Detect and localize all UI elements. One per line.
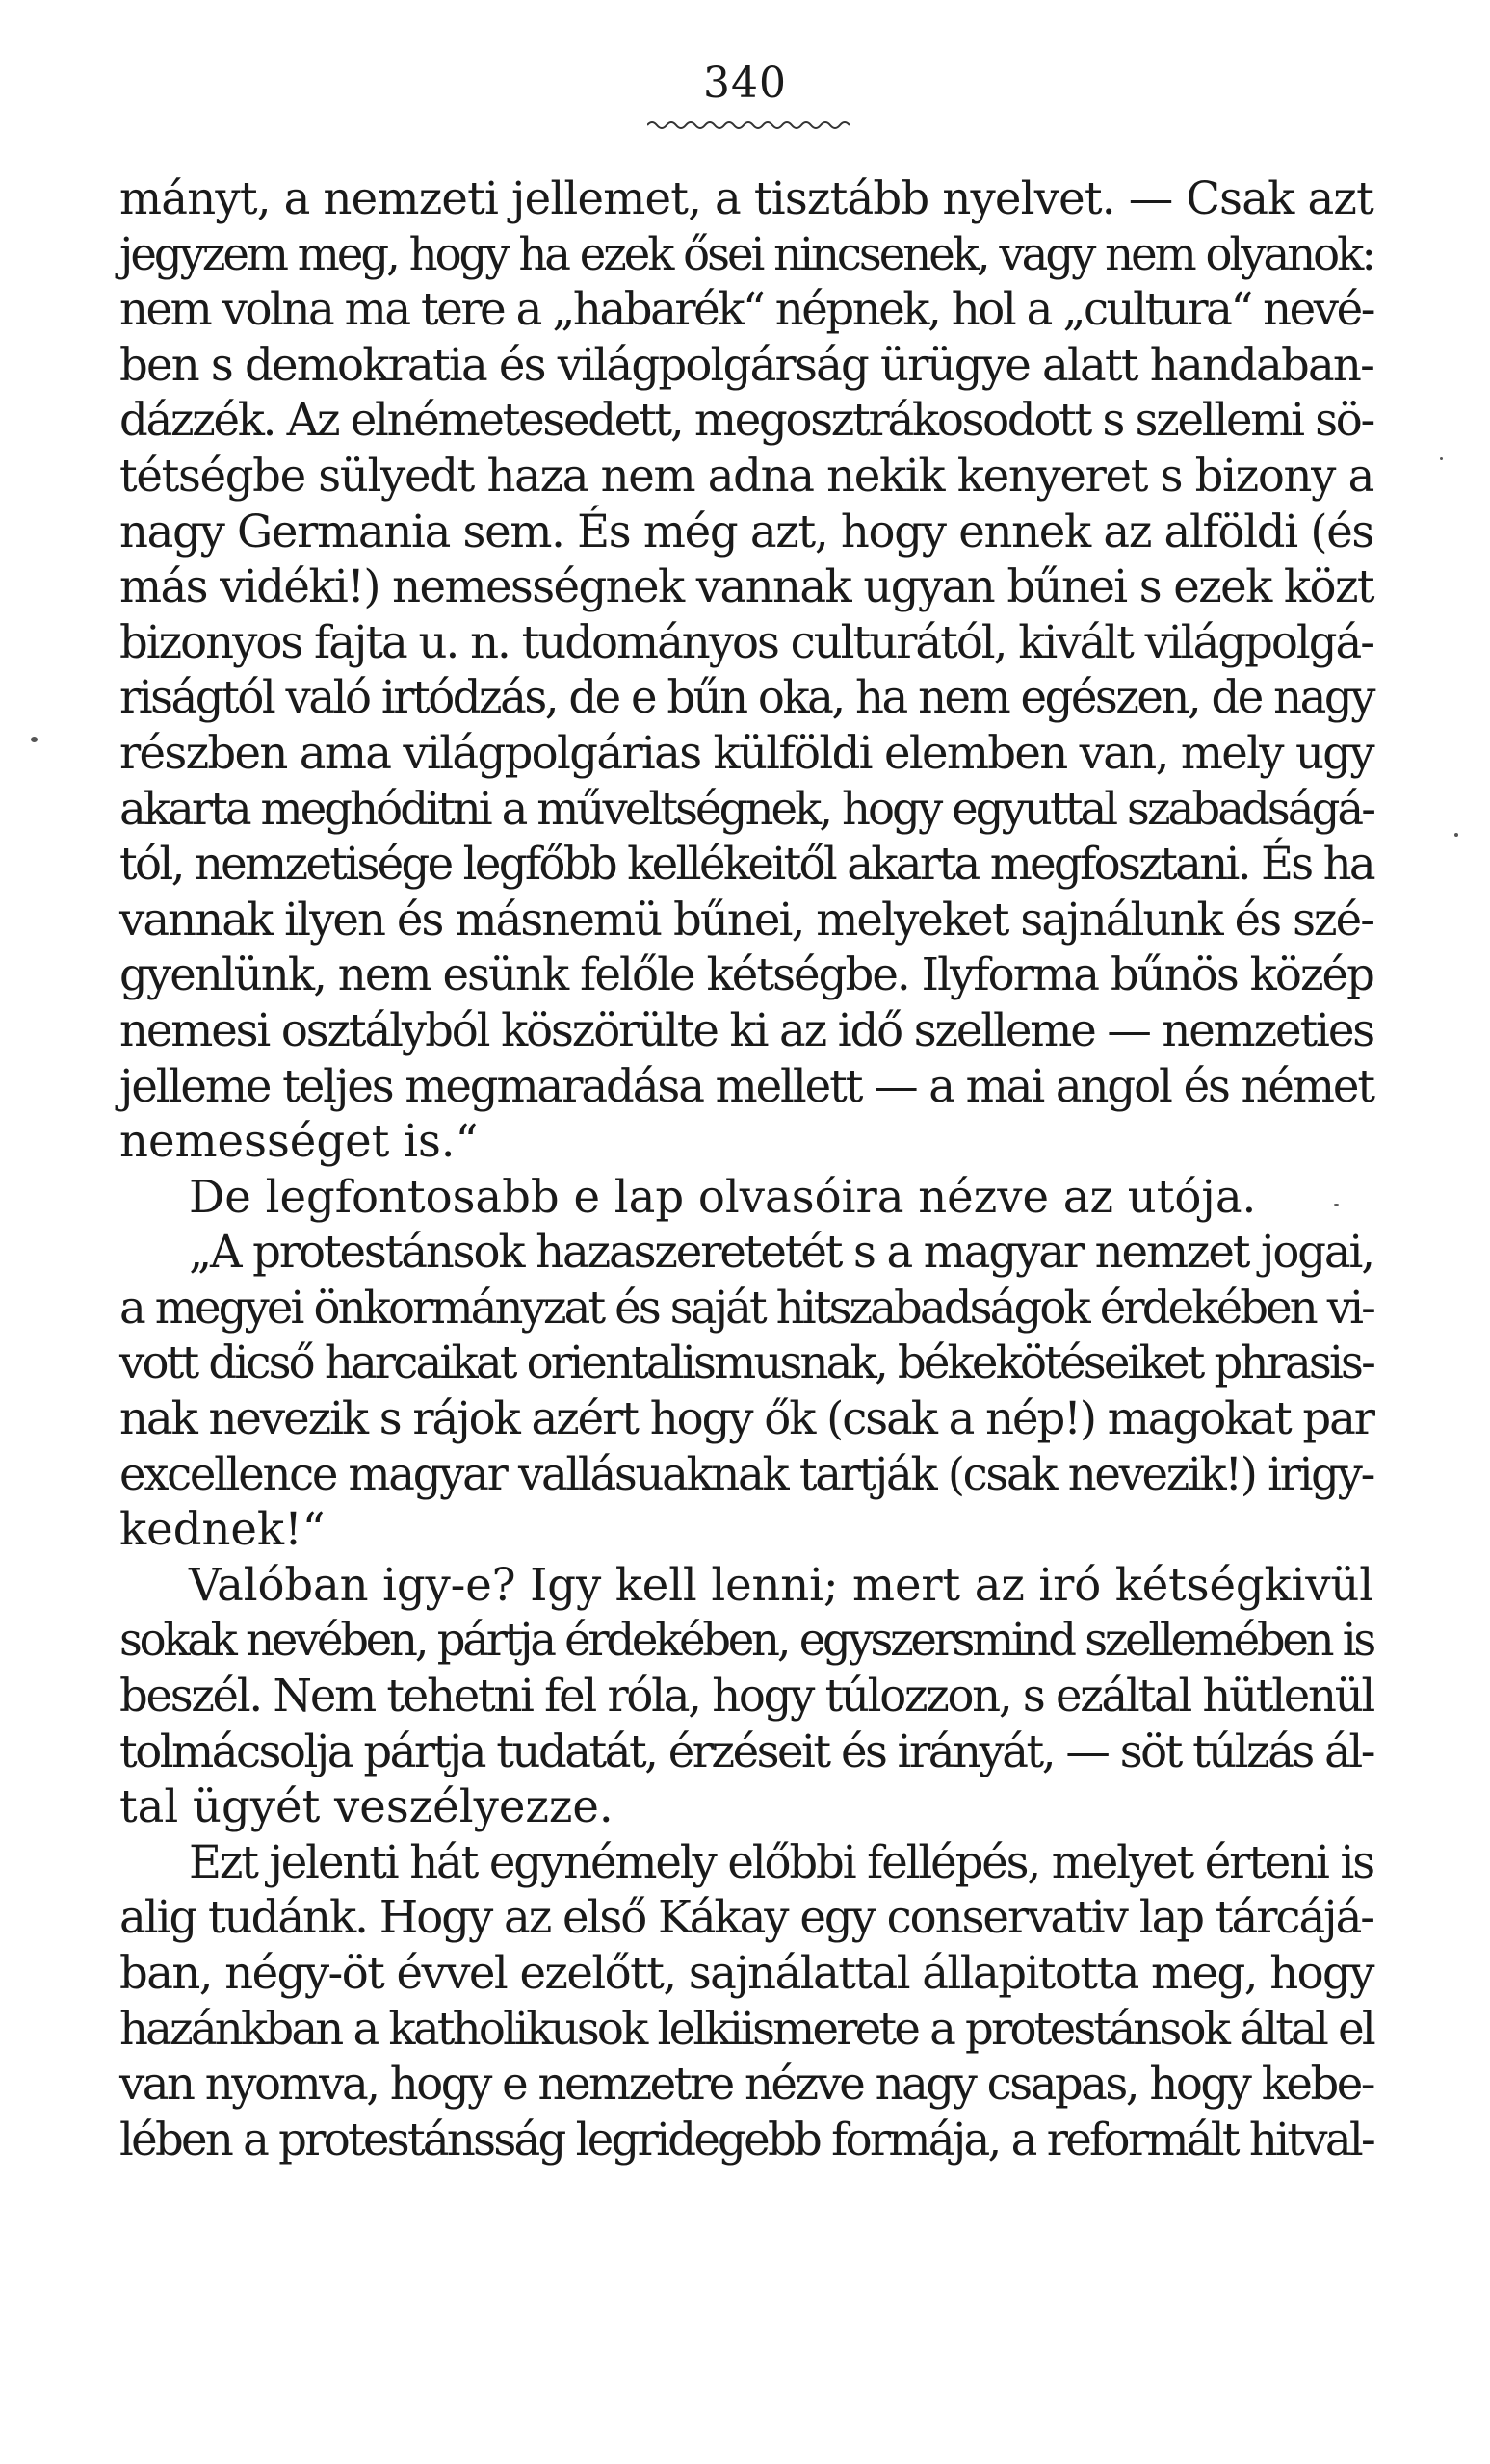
text-line: „A protestánsok hazaszeretetét s a magyar nemzet jogai, [189, 1226, 1373, 1279]
text-line: jelleme teljes megmaradása mellett — a mai angol és német [119, 1059, 1373, 1112]
text-line: tolmácsolja pártja tudatát, érzéseit és irányát, — söt túlzás ál- [119, 1725, 1373, 1777]
text-line: ben s demokratia és világpolgárság ürügye alatt handaban- [119, 338, 1373, 391]
text-line: nak nevezik s rájok azért hogy ők (csak a nép!) magokat par [119, 1392, 1373, 1445]
text-line: Valóban igy-e? Igy kell lenni; mert az iró kétségkivül [189, 1558, 1373, 1611]
text-line: hazánkban a katholikusok lelkiismerete a protestánsok által el [119, 2002, 1373, 2055]
text-line: bizonyos fajta u. n. tudományos culturától, kivált világpolgá- [119, 615, 1373, 668]
text-line: más vidéki!) nemességnek vannak ugyan bűnei s ezek közt [119, 560, 1373, 613]
text-line: lében a protestánsság legridegebb formája, a reformált hitval- [119, 2113, 1373, 2166]
text-line: van nyomva, hogy e nemzetre nézve nagy csapas, hogy kebe- [119, 2058, 1373, 2111]
text-line: jegyzem meg, hogy ha ezek ősei nincsenek, vagy nem olyanok: [119, 227, 1373, 280]
text-line: akarta meghóditni a műveltségnek, hogy egyuttal szabadságá- [119, 782, 1373, 835]
text-line: ban, négy-öt évvel ezelőtt, sajnálattal állapitotta meg, hogy [119, 1947, 1373, 1999]
text-line: riságtól való irtódzás, de e bűn oka, ha nem egészen, de nagy [119, 671, 1373, 724]
text-line: beszél. Nem tehetni fel róla, hogy túlozzon, s ezáltal hütlenül [119, 1670, 1373, 1723]
text-line: excellence magyar vallásuaknak tartják (csak nevezik!) irigy- [119, 1447, 1373, 1500]
wavy-rule-ornament [647, 117, 850, 133]
text-line: alig tudánk. Hogy az első Kákay egy conservativ lap tárcájá- [119, 1891, 1373, 1944]
text-line: sokak nevében, pártja érdekében, egyszersmind szellemében is [119, 1614, 1373, 1667]
text-line: részben ama világpolgárias külföldi elemben van, mely ugy [119, 726, 1373, 779]
text-line: a megyei önkormányzat és saját hitszabadságok érdekében vi- [119, 1281, 1373, 1334]
print-speck [1440, 457, 1443, 460]
body-text [119, 171, 1373, 2167]
text-line: nagy Germania sem. És még azt, hogy ennek az alföldi (és [119, 505, 1373, 558]
text-line: nemességet is.“ [119, 1115, 479, 1168]
text-line: vannak ilyen és másnemü bűnei, melyeket sajnálunk és szé- [119, 893, 1373, 946]
text-line: kednek!“ [119, 1503, 326, 1556]
text-line: tétségbe sülyedt haza nem adna nekik kenyeret s bizony a [119, 449, 1373, 502]
text-line: De legfontosabb e lap olvasóira nézve az utója. [189, 1170, 1257, 1223]
text-line: vott dicső harcaikat orientalismusnak, békekötéseiket phrasis- [119, 1336, 1373, 1389]
text-line: tól, nemzetisége legfőbb kellékeitől akarta megfosztani. És ha [119, 838, 1373, 891]
text-line: Ezt jelenti hát egynémely előbbi fellépés, melyet érteni is [189, 1835, 1373, 1888]
text-line: gyenlünk, nem esünk felőle kétségbe. Ilyforma bűnös közép [119, 948, 1373, 1001]
print-speck [1454, 833, 1458, 837]
print-speck [1334, 1204, 1339, 1206]
text-line: mányt, a nemzeti jellemet, a tisztább nyelvet. — Csak azt [119, 172, 1373, 224]
text-line: dázzék. Az elnémetesedett, megosztrákosodott s szellemi sö- [119, 394, 1373, 447]
print-speck [31, 737, 38, 742]
text-line: tal ügyét veszélyezze. [119, 1780, 614, 1833]
text-line: nemesi osztályból köszörülte ki az idő szelleme — nemzeties [119, 1003, 1373, 1056]
page-number: 340 [703, 59, 787, 108]
text-line: nem volna ma tere a „habarék“ népnek, hol a „cultura“ nevé- [119, 283, 1373, 336]
